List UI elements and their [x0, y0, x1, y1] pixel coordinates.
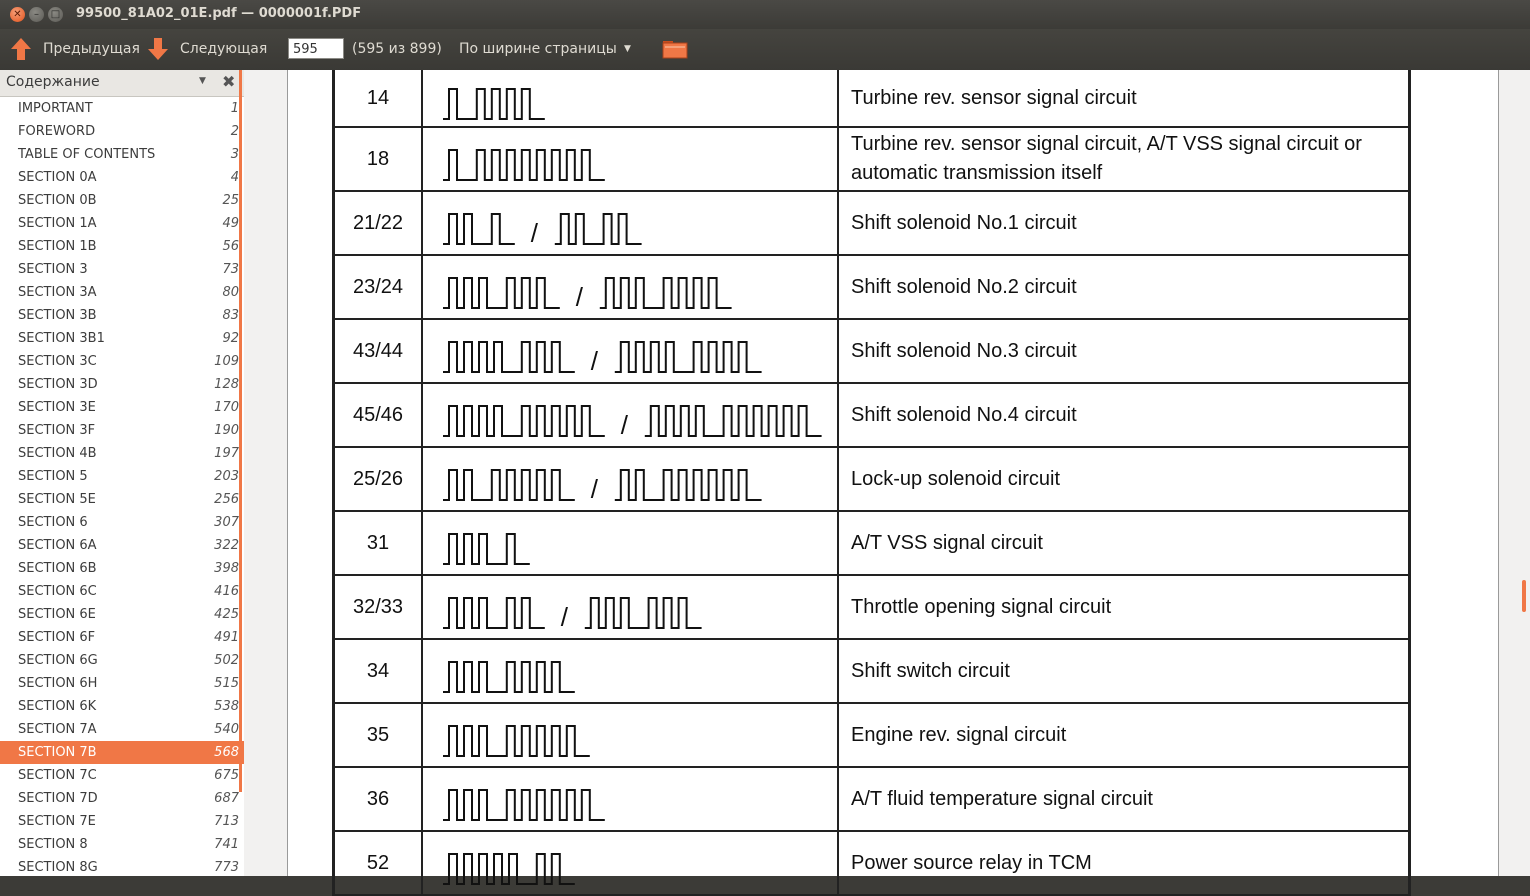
toc-item[interactable]	[0, 833, 244, 856]
description-cell	[839, 256, 1399, 318]
description-line: Lock-up solenoid circuit	[851, 467, 1060, 490]
toc-item-page: 687	[214, 791, 239, 806]
waveform-graphic	[423, 512, 837, 574]
waveform-line	[645, 406, 822, 436]
toc-item-label: SECTION 3B	[18, 308, 97, 323]
waveform-line	[443, 598, 545, 628]
table-row	[335, 448, 1408, 512]
previous-page-button[interactable]	[10, 29, 140, 70]
toc-item-page: 741	[214, 837, 239, 852]
toc-item[interactable]	[0, 350, 244, 373]
sidebar	[0, 70, 244, 876]
table-row	[335, 384, 1408, 448]
waveform-graphic	[423, 70, 837, 126]
toc-item-page: 491	[214, 630, 239, 645]
waveform-line	[600, 278, 732, 308]
toc-item-page: 83	[222, 308, 239, 323]
toc-item[interactable]	[0, 327, 244, 350]
waveform-graphic	[423, 704, 837, 766]
next-page-button[interactable]	[147, 29, 268, 70]
code-cell: 45/46	[335, 384, 423, 446]
next-page-label: Следующая	[180, 41, 268, 57]
waveform-line	[615, 470, 762, 500]
toc-item-page: 109	[214, 354, 239, 369]
toc-item-page: 675	[214, 768, 239, 783]
toc-item-label: SECTION 5E	[18, 492, 96, 507]
waveform-separator: /	[590, 474, 599, 504]
toc-item[interactable]	[0, 373, 244, 396]
description-cell	[839, 512, 1399, 574]
toc-item-label: SECTION 3F	[18, 423, 96, 438]
toc-item-page: 56	[222, 239, 239, 254]
arrow-up-icon	[10, 37, 32, 61]
waveform-separator: /	[530, 218, 539, 248]
description-cell	[839, 640, 1399, 702]
page-count: (595 из 899)	[352, 41, 442, 57]
waveform-cell	[423, 512, 839, 574]
zoom-label: По ширине страницы	[459, 41, 617, 57]
table-row	[335, 768, 1408, 832]
waveform-graphic	[423, 768, 837, 830]
table-row	[335, 192, 1408, 256]
description-line: Shift solenoid No.3 circuit	[851, 339, 1077, 362]
toc-item[interactable]	[0, 511, 244, 534]
toc-item[interactable]	[0, 787, 244, 810]
table-row	[335, 640, 1408, 704]
waveform-graphic	[423, 192, 837, 254]
waveform-line	[443, 790, 605, 820]
waveform-line	[443, 470, 575, 500]
toc-item[interactable]	[0, 281, 244, 304]
waveform-cell	[423, 192, 839, 254]
sidebar-title: Содержание	[6, 74, 100, 90]
code-table	[332, 70, 1411, 896]
toc-item-label: SECTION 7E	[18, 814, 96, 829]
waveform-line	[585, 598, 702, 628]
toc-item-label: SECTION 3A	[18, 285, 97, 300]
previous-page-label: Предыдущая	[43, 41, 140, 57]
toc-item-label: SECTION 3C	[18, 354, 97, 369]
description-cell	[839, 448, 1399, 510]
waveform-cell	[423, 768, 839, 830]
toc-item-page: 307	[214, 515, 239, 530]
toc-item-label: SECTION 3D	[18, 377, 98, 392]
toc-item-page: 92	[222, 331, 239, 346]
description-line: A/T VSS signal circuit	[851, 531, 1043, 554]
toc-item-label: SECTION 8G	[18, 860, 98, 875]
description-line: Shift solenoid No.1 circuit	[851, 211, 1077, 234]
sidebar-header	[0, 70, 244, 97]
toc-item-page: 568	[214, 745, 239, 760]
toc-item-label: IMPORTANT	[18, 101, 93, 116]
waveform-line	[443, 854, 575, 884]
description-cell	[839, 70, 1399, 126]
toc-item-page: 3	[230, 147, 239, 162]
toc-item-label: SECTION 1B	[18, 239, 97, 254]
toc-item-label: SECTION 0A	[18, 170, 97, 185]
toc-item-page: 73	[222, 262, 239, 277]
toc-item-page: 25	[222, 193, 239, 208]
toc-item[interactable]	[0, 235, 244, 258]
toc-item-page: 2	[230, 124, 239, 139]
waveform-graphic	[423, 448, 837, 510]
toc-item-page: 773	[214, 860, 239, 875]
table-row	[335, 832, 1408, 896]
toc-item-label: SECTION 6C	[18, 584, 97, 599]
toc-item-page: 540	[214, 722, 239, 737]
description-line: Shift solenoid No.4 circuit	[851, 403, 1077, 426]
toc-item-page: 256	[214, 492, 239, 507]
toc-item-page: 80	[222, 285, 239, 300]
toc-item[interactable]	[0, 741, 244, 764]
waveform-line	[443, 89, 545, 119]
toc-item-label: SECTION 3E	[18, 400, 96, 415]
toc-item-page: 203	[214, 469, 239, 484]
toc-item-page: 190	[214, 423, 239, 438]
toc-item-page: 416	[214, 584, 239, 599]
minimize-window-button[interactable]: –	[29, 7, 44, 22]
code-cell: 31	[335, 512, 423, 574]
waveform-line	[443, 726, 590, 756]
code-cell: 36	[335, 768, 423, 830]
toc-item[interactable]	[0, 764, 244, 787]
toc-item[interactable]	[0, 120, 244, 143]
waveform-line	[443, 150, 605, 180]
toc-item[interactable]	[0, 442, 244, 465]
description-line: automatic transmission itself	[851, 162, 1103, 184]
code-cell: 34	[335, 640, 423, 702]
toc-item-label: SECTION 6F	[18, 630, 96, 645]
document-scrollbar[interactable]	[1522, 580, 1526, 612]
waveform-cell	[423, 576, 839, 638]
toc-item-page: 197	[214, 446, 239, 461]
description-cell	[839, 320, 1399, 382]
toc-item[interactable]	[0, 304, 244, 327]
toc-item[interactable]	[0, 810, 244, 833]
waveform-separator: /	[575, 282, 584, 312]
zoom-select[interactable]	[459, 29, 639, 70]
toc-item[interactable]	[0, 396, 244, 419]
toc-item-page: 4	[230, 170, 239, 185]
toc-item-page: 170	[214, 400, 239, 415]
waveform-graphic	[423, 320, 837, 382]
description-line: Turbine rev. sensor signal circuit	[851, 86, 1137, 109]
toc-item-label: SECTION 7C	[18, 768, 97, 783]
toc-item-label: SECTION 0B	[18, 193, 97, 208]
waveform-line	[443, 278, 560, 308]
toolbar	[0, 29, 1530, 70]
toc-item[interactable]	[0, 189, 244, 212]
description-line: Power source relay in TCM	[851, 851, 1092, 874]
maximize-window-button[interactable]: □	[48, 7, 63, 22]
code-cell: 52	[335, 832, 423, 894]
toc-item[interactable]	[0, 534, 244, 557]
code-cell: 14	[335, 70, 423, 126]
toc-item-page: 713	[214, 814, 239, 829]
toc-item-page: 502	[214, 653, 239, 668]
table-row	[335, 256, 1408, 320]
toc-item[interactable]	[0, 695, 244, 718]
sidebar-scrollbar[interactable]	[239, 70, 242, 792]
waveform-separator: /	[560, 602, 569, 632]
waveform-line	[443, 406, 605, 436]
toc-item-label: SECTION 7B	[18, 745, 97, 760]
toc-item-label: SECTION 6	[18, 515, 88, 530]
toc-item-label: SECTION 7D	[18, 791, 98, 806]
description-line: A/T fluid temperature signal circuit	[851, 787, 1153, 810]
waveform-line	[555, 214, 642, 244]
toc-item[interactable]	[0, 258, 244, 281]
title-bar	[0, 0, 1530, 29]
table-row	[335, 128, 1408, 192]
description-cell	[839, 192, 1399, 254]
toc-item[interactable]	[0, 419, 244, 442]
toc-item-label: SECTION 6K	[18, 699, 97, 714]
waveform-cell	[423, 256, 839, 318]
window-title: 99500_81A02_01E.pdf — 0000001f.PDF	[76, 6, 362, 21]
waveform-graphic	[423, 256, 837, 318]
toc-item-page: 49	[222, 216, 239, 231]
toc-item-label: SECTION 6G	[18, 653, 98, 668]
waveform-cell	[423, 320, 839, 382]
toc-item[interactable]	[0, 465, 244, 488]
waveform-graphic	[423, 832, 837, 894]
toc-item[interactable]	[0, 626, 244, 649]
chevron-down-icon: ▼	[624, 44, 631, 54]
toc-item-page: 322	[214, 538, 239, 553]
waveform-graphic	[423, 640, 837, 702]
toc-item[interactable]	[0, 649, 244, 672]
description-line: Throttle opening signal circuit	[851, 595, 1112, 618]
waveform-cell	[423, 832, 839, 894]
toc-item-label: SECTION 7A	[18, 722, 97, 737]
waveform-line	[443, 534, 530, 564]
toc-item-label: SECTION 6B	[18, 561, 97, 576]
waveform-graphic	[423, 128, 837, 190]
toc-item-label: FOREWORD	[18, 124, 96, 139]
toc-item[interactable]	[0, 166, 244, 189]
table-of-contents	[0, 97, 244, 879]
toc-item[interactable]	[0, 488, 244, 511]
waveform-cell	[423, 448, 839, 510]
code-cell: 23/24	[335, 256, 423, 318]
toc-item-label: SECTION 5	[18, 469, 88, 484]
toc-item-page: 515	[214, 676, 239, 691]
toc-item[interactable]	[0, 580, 244, 603]
waveform-cell	[423, 640, 839, 702]
waveform-line	[443, 214, 515, 244]
table-row	[335, 704, 1408, 768]
code-cell: 18	[335, 128, 423, 190]
toc-item[interactable]	[0, 212, 244, 235]
toc-item-label: TABLE OF CONTENTS	[18, 147, 156, 162]
toc-item[interactable]	[0, 557, 244, 580]
waveform-separator: /	[590, 346, 599, 376]
toc-item[interactable]	[0, 603, 244, 626]
toc-item-label: SECTION 3B1	[18, 331, 105, 346]
waveform-graphic	[423, 576, 837, 638]
toc-item-label: SECTION 1A	[18, 216, 97, 231]
toc-item[interactable]	[0, 143, 244, 166]
toc-item-label: SECTION 8	[18, 837, 88, 852]
waveform-line	[615, 342, 762, 372]
table-row	[335, 320, 1408, 384]
waveform-separator: /	[620, 410, 629, 440]
waveform-line	[443, 662, 575, 692]
code-cell: 35	[335, 704, 423, 766]
toc-item-page: 398	[214, 561, 239, 576]
toc-item[interactable]	[0, 97, 244, 120]
code-cell: 21/22	[335, 192, 423, 254]
waveform-graphic	[423, 384, 837, 446]
waveform-cell	[423, 128, 839, 190]
table-row	[335, 512, 1408, 576]
toc-item-label: SECTION 3	[18, 262, 88, 277]
toc-item-label: SECTION 4B	[18, 446, 97, 461]
waveform-line	[443, 342, 575, 372]
waveform-cell	[423, 70, 839, 126]
close-icon[interactable]: ✖	[222, 72, 236, 91]
folder-icon[interactable]	[662, 39, 688, 59]
description-line: Shift solenoid No.2 circuit	[851, 275, 1077, 298]
sidebar-dropdown-icon[interactable]: ▼	[199, 76, 206, 86]
toc-item-page: 1	[230, 101, 239, 116]
description-cell	[839, 128, 1399, 190]
page-number-input[interactable]: 595	[288, 38, 344, 59]
toc-item-page: 128	[214, 377, 239, 392]
toc-item-label: SECTION 6E	[18, 607, 96, 622]
code-cell: 25/26	[335, 448, 423, 510]
description-cell	[839, 704, 1399, 766]
waveform-cell	[423, 704, 839, 766]
table-row	[335, 576, 1408, 640]
description-cell	[839, 384, 1399, 446]
description-cell	[839, 768, 1399, 830]
code-cell: 32/33	[335, 576, 423, 638]
description-cell	[839, 576, 1399, 638]
toc-item[interactable]	[0, 672, 244, 695]
description-line: Turbine rev. sensor signal circuit, A/T VSS signal circuit or	[851, 133, 1362, 155]
toc-item-page: 425	[214, 607, 239, 622]
toc-item-label: SECTION 6H	[18, 676, 98, 691]
code-cell: 43/44	[335, 320, 423, 382]
toc-item[interactable]	[0, 718, 244, 741]
arrow-down-icon	[147, 37, 169, 61]
waveform-cell	[423, 384, 839, 446]
toc-item-page: 538	[214, 699, 239, 714]
table-row	[335, 70, 1408, 128]
description-cell	[839, 832, 1399, 894]
description-line: Engine rev. signal circuit	[851, 723, 1067, 746]
toc-item-label: SECTION 6A	[18, 538, 97, 553]
pdf-page	[287, 70, 1499, 876]
close-window-button[interactable]: ✕	[10, 7, 25, 22]
description-line: Shift switch circuit	[851, 659, 1010, 682]
